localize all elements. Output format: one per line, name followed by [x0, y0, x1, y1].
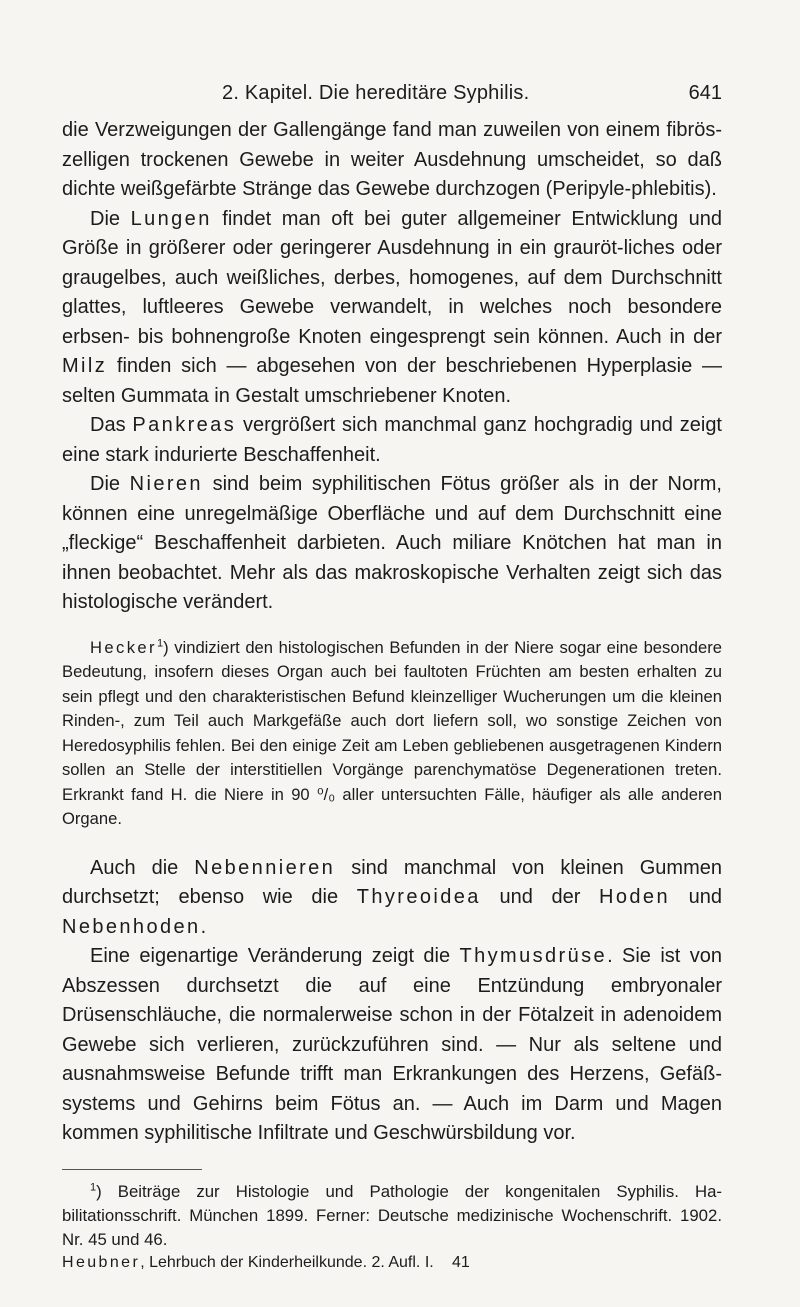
paragraph-liver-continuation	[62, 116, 722, 205]
sheet-number: 41	[452, 1253, 470, 1271]
running-title: 2. Kapitel. Die hereditäre Syphilis.	[222, 82, 530, 104]
emphasized-term: Pankreas	[132, 414, 237, 436]
emphasized-term: Nebennieren	[194, 856, 336, 879]
paragraph-text: ) vindiziert den histologischen Befunden in der Niere sogar eine besondere Bedeutung, insofern dieses Organ auch bei faultoten Früchten am besten erhalten zu sein pflegt und den charakteristischen Befund kleinzelliger Wucherungen um die kleinen Rinden-, zum Teil auch Markgefäße auch dort liefern soll, wo sonstige Zeichen von Heredosyphilis fehlen. Bei den einige Zeit am Leben gebliebenen ausgetragenen Kindern sollen an Stelle der interstitiellen Vorgänge parenchymatöse Degenerationen treten. Erkrankt fand H. die Niere in 90 ⁰/₀ aller untersuchten Fälle, häufiger als alle anderen Organe.	[62, 637, 722, 828]
paragraph-text: und	[669, 886, 722, 908]
paragraph-text: die Verzweigungen der Gallengänge fand man zuweilen von einem fibrös-zelligen trockenen Gewebe in weiter Ausdehnung umscheidet, so daß dichte weißgefärbte Stränge das Gewebe durchzogen (Peripyle-phlebitis).	[62, 119, 722, 200]
paragraph-text: Eine eigenartige Veränderung zeigt die	[90, 945, 460, 967]
paragraph-text: findet man oft bei guter allgemeiner Entwicklung und Größe in größerer oder geringerer Ausdehnung in ein grauröt-liches oder graugelbes, auch weißliches, derbes, homogenes, auf dem Durchschnitt glattes, luftleeres Gewebe verwandelt, in welches noch besondere erbsen- bis bohnengroße Knoten eingesprengt sein können. Auch in der	[62, 207, 722, 348]
paragraph-thymus	[62, 942, 722, 1149]
author-name: Hecker	[90, 637, 157, 657]
paragraph-text: Auch die	[90, 856, 195, 879]
emphasized-term: Milz	[62, 355, 108, 377]
paragraph-text: .	[200, 915, 207, 938]
paragraph-text: und der	[480, 886, 600, 908]
paragraph-text: finden sich — abgesehen von der beschriebenen Hyperplasie — selten Gummata in Gestalt umschriebener Knoten.	[62, 355, 722, 407]
signature-text	[62, 1254, 434, 1272]
paragraph-text: vergrößert sich manchmal ganz hochgradig und zeigt eine stark indurierte Beschaffenheit.	[62, 414, 722, 466]
emphasized-term: Thyreoidea	[356, 886, 481, 908]
footnote-text: ) Beiträge zur Histologie und Pathologie der kongenitalen Syphilis. Ha-bilitationsschrift. München 1899. Ferner: Deutsche medizinische Wochenschrift. 1902. Nr. 45 und 46.	[62, 1181, 722, 1249]
emphasized-term: Hoden	[599, 886, 670, 908]
paragraph-text: . Sie ist von Abszessen durchsetzt die auf eine Entzündung embryonaler Drüsenschläuche, die normalerweise schon in der Fötalzeit in adenoidem Gewebe sich verlieren, zurückzuführen sind. — Nur als seltene und ausnahmsweise Befunde trifft man Erkrankungen des Herzens, Gefäß-systems und Gehirns beim Fötus an. — Auch im Darm und Magen kommen syphilitische Infiltrate und Geschwürsbildung vor.	[62, 945, 722, 1144]
paragraph-text: Die	[90, 207, 131, 230]
book-page	[62, 82, 722, 1276]
paragraph-kidneys	[62, 470, 722, 618]
footnote-marker: 1	[90, 1180, 97, 1193]
paragraph-text: Das	[90, 414, 133, 436]
signature-title: , Lehrbuch der Kinderheilkunde. 2. Aufl. I.	[140, 1253, 434, 1271]
footnote	[62, 1180, 722, 1252]
paragraph-text: sind manchmal von kleinen Gummen durchsetzt; ebenso wie die	[62, 856, 722, 908]
paragraph-lungs	[62, 205, 722, 412]
emphasized-term: Thymusdrüse	[459, 945, 608, 967]
footnote-divider	[62, 1169, 202, 1170]
footnote-reference: 1	[156, 636, 164, 649]
paragraph-adrenals	[62, 854, 722, 943]
small-print-paragraph-hecker	[62, 636, 722, 832]
printer-signature-line	[62, 1254, 722, 1276]
running-header	[62, 82, 722, 116]
signature-author: Heubner	[62, 1253, 141, 1271]
paragraph-text: sind beim syphilitischen Fötus größer als in der Norm, können eine unregelmäßige Oberfläche und auf dem Durchschnitt eine „fleckige“ Beschaffenheit darbieten. Auch miliare Knötchen hat man in ihnen beobachtet. Mehr als das makroskopische Verhalten zeigt sich das histologische verändert.	[62, 473, 722, 613]
paragraph-text: Die	[90, 473, 130, 495]
emphasized-term: Lungen	[130, 207, 212, 230]
emphasized-term: Nebenhoden	[62, 915, 201, 938]
paragraph-pancreas	[62, 411, 722, 470]
page-number: 641	[688, 82, 722, 104]
emphasized-term: Nieren	[129, 473, 203, 495]
